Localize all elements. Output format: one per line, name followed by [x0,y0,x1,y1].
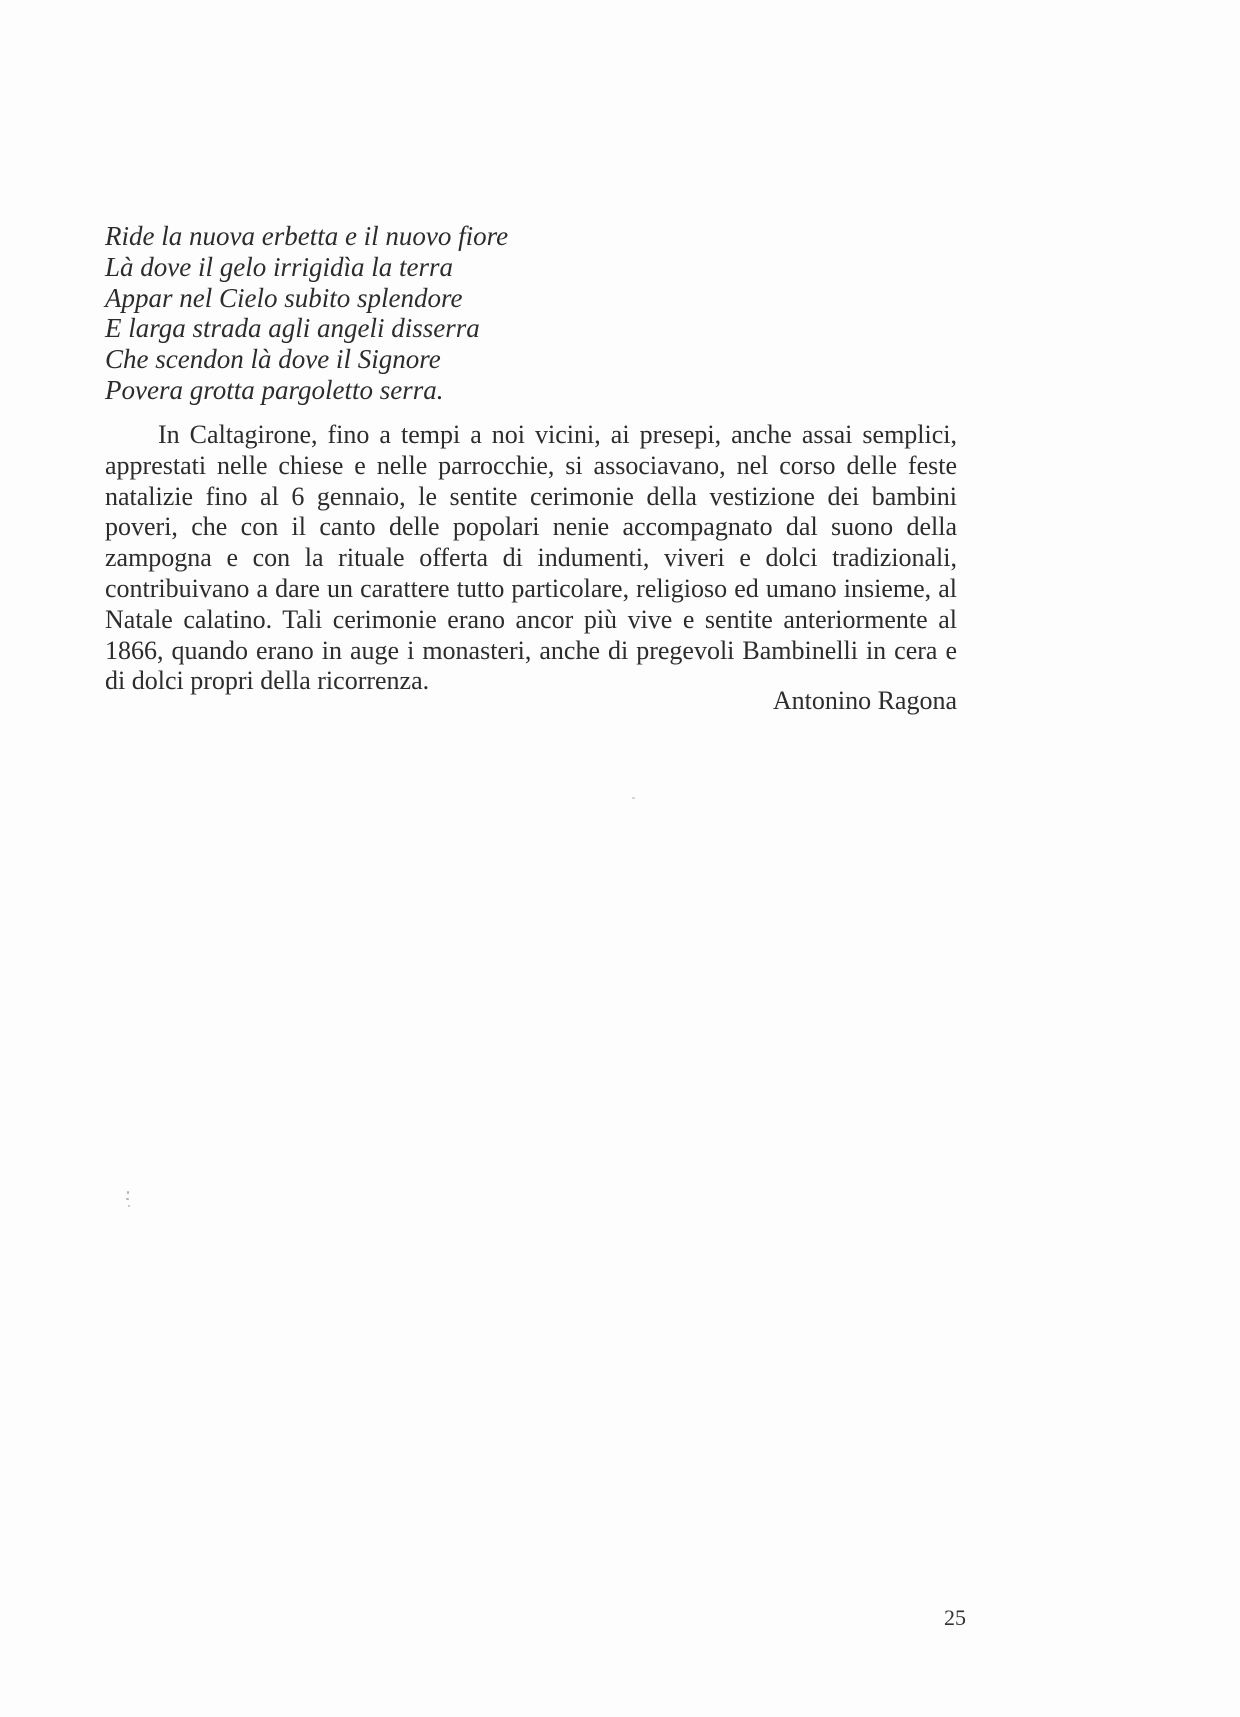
scan-speck [126,1198,129,1200]
poem-line: E larga strada agli angeli disserra [105,313,480,344]
poem-stanza [105,221,905,406]
poem-line: Ride la nuova erbetta e il nuovo fiore [105,221,509,251]
page-number: 25 [944,1605,966,1630]
scan-speck [632,797,635,799]
poem-line: Là dove il gelo irrigidìa la terra [105,251,453,282]
poem-line: Che scendon là dove il Signore [105,344,441,375]
poem-line: Appar nel Cielo subito splendore [105,282,463,313]
author-signature: Antonino Ragona [772,686,957,715]
scan-speck [128,1205,130,1207]
poem-line: Povera grotta pargoletto serra. [105,374,444,405]
prose-paragraph: In Caltagirone, fino a tempi a noi vicini, ai presepi, anche assai semplici, apprestati nelle chiese e nelle parrocchie, si associavano, nel corso delle feste natalizie fino al 6 gennaio, le sentite cerimonie della vestizione dei bambini poveri, che con il canto delle popolari nenie accompagnato dal suono della zampogna e con la rituale offerta di indumenti, viveri e dolci tradizionali, contribuivano a dare un carattere tutto particolare, religioso ed umano insieme, al Natale calatino. Tali cerimonie erano ancor più vive e sentite anteriormente al 1866, quando erano in auge i monasteri, anche di pregevoli Bambinelli in cera e di dolci propri della ricorrenza. [105,420,957,696]
scan-speck [127,1191,129,1194]
prose-body [105,420,957,697]
